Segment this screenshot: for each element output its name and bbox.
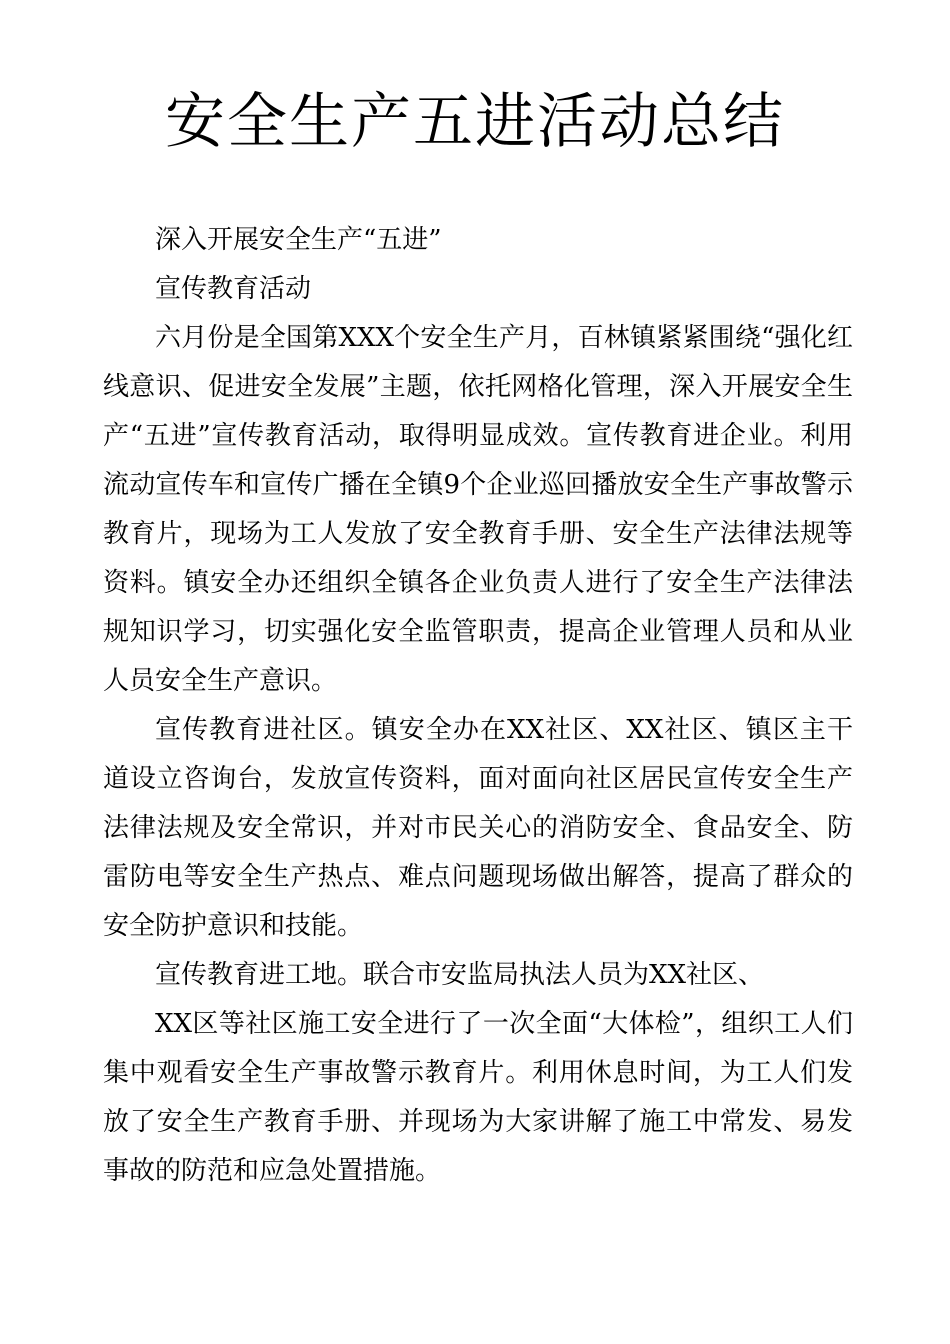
paragraph-enterprise: 六月份是全国第XXX个安全生产月，百林镇紧紧围绕“强化红线意识、促进安全发展”主题，依托网格化管理，深入开展安全生产“五进”宣传教育活动，取得明显成效。宣传教育进企业。利用流动宣传车和宣传广播在全镇9个企业巡回播放安全生产事故警示教育片，现场为工人发放了安全教育手册、安全生产法律法规等资料。镇安全办还组织全镇各企业负责人进行了安全生产法律法规知识学习，切实强化安全监管职责，提高企业管理人员和从业人员安全生产意识。 <box>103 323 853 696</box>
paragraph-construction-site: XX区等社区施工安全进行了一次全面“大体检”，组织工人们集中观看安全生产事故警示教育片。利用休息时间，为工人们发放了安全生产教育手册、并现场为大家讲解了施工中常发、易发事故的防范和应急处置措施。 <box>103 1009 853 1186</box>
paragraph-heading-line-1: 深入开展安全生产“五进” <box>155 225 442 255</box>
document-body <box>103 216 853 1196</box>
document-title: 安全生产五进活动总结 <box>165 87 785 157</box>
paragraph-heading-line-2: 宣传教育活动 <box>155 274 312 304</box>
paragraph-community: 宣传教育进社区。镇安全办在XX社区、XX社区、镇区主干道设立咨询台，发放宣传资料，面对面向社区居民宣传安全生产法律法规及安全常识，并对市民关心的消防安全、食品安全、防雷防电等安全生产热点、难点问题现场做出解答，提高了群众的安全防护意识和技能。 <box>103 715 853 941</box>
paragraph-construction-site-intro: 宣传教育进工地。联合市安监局执法人员为XX社区、 <box>155 960 765 990</box>
